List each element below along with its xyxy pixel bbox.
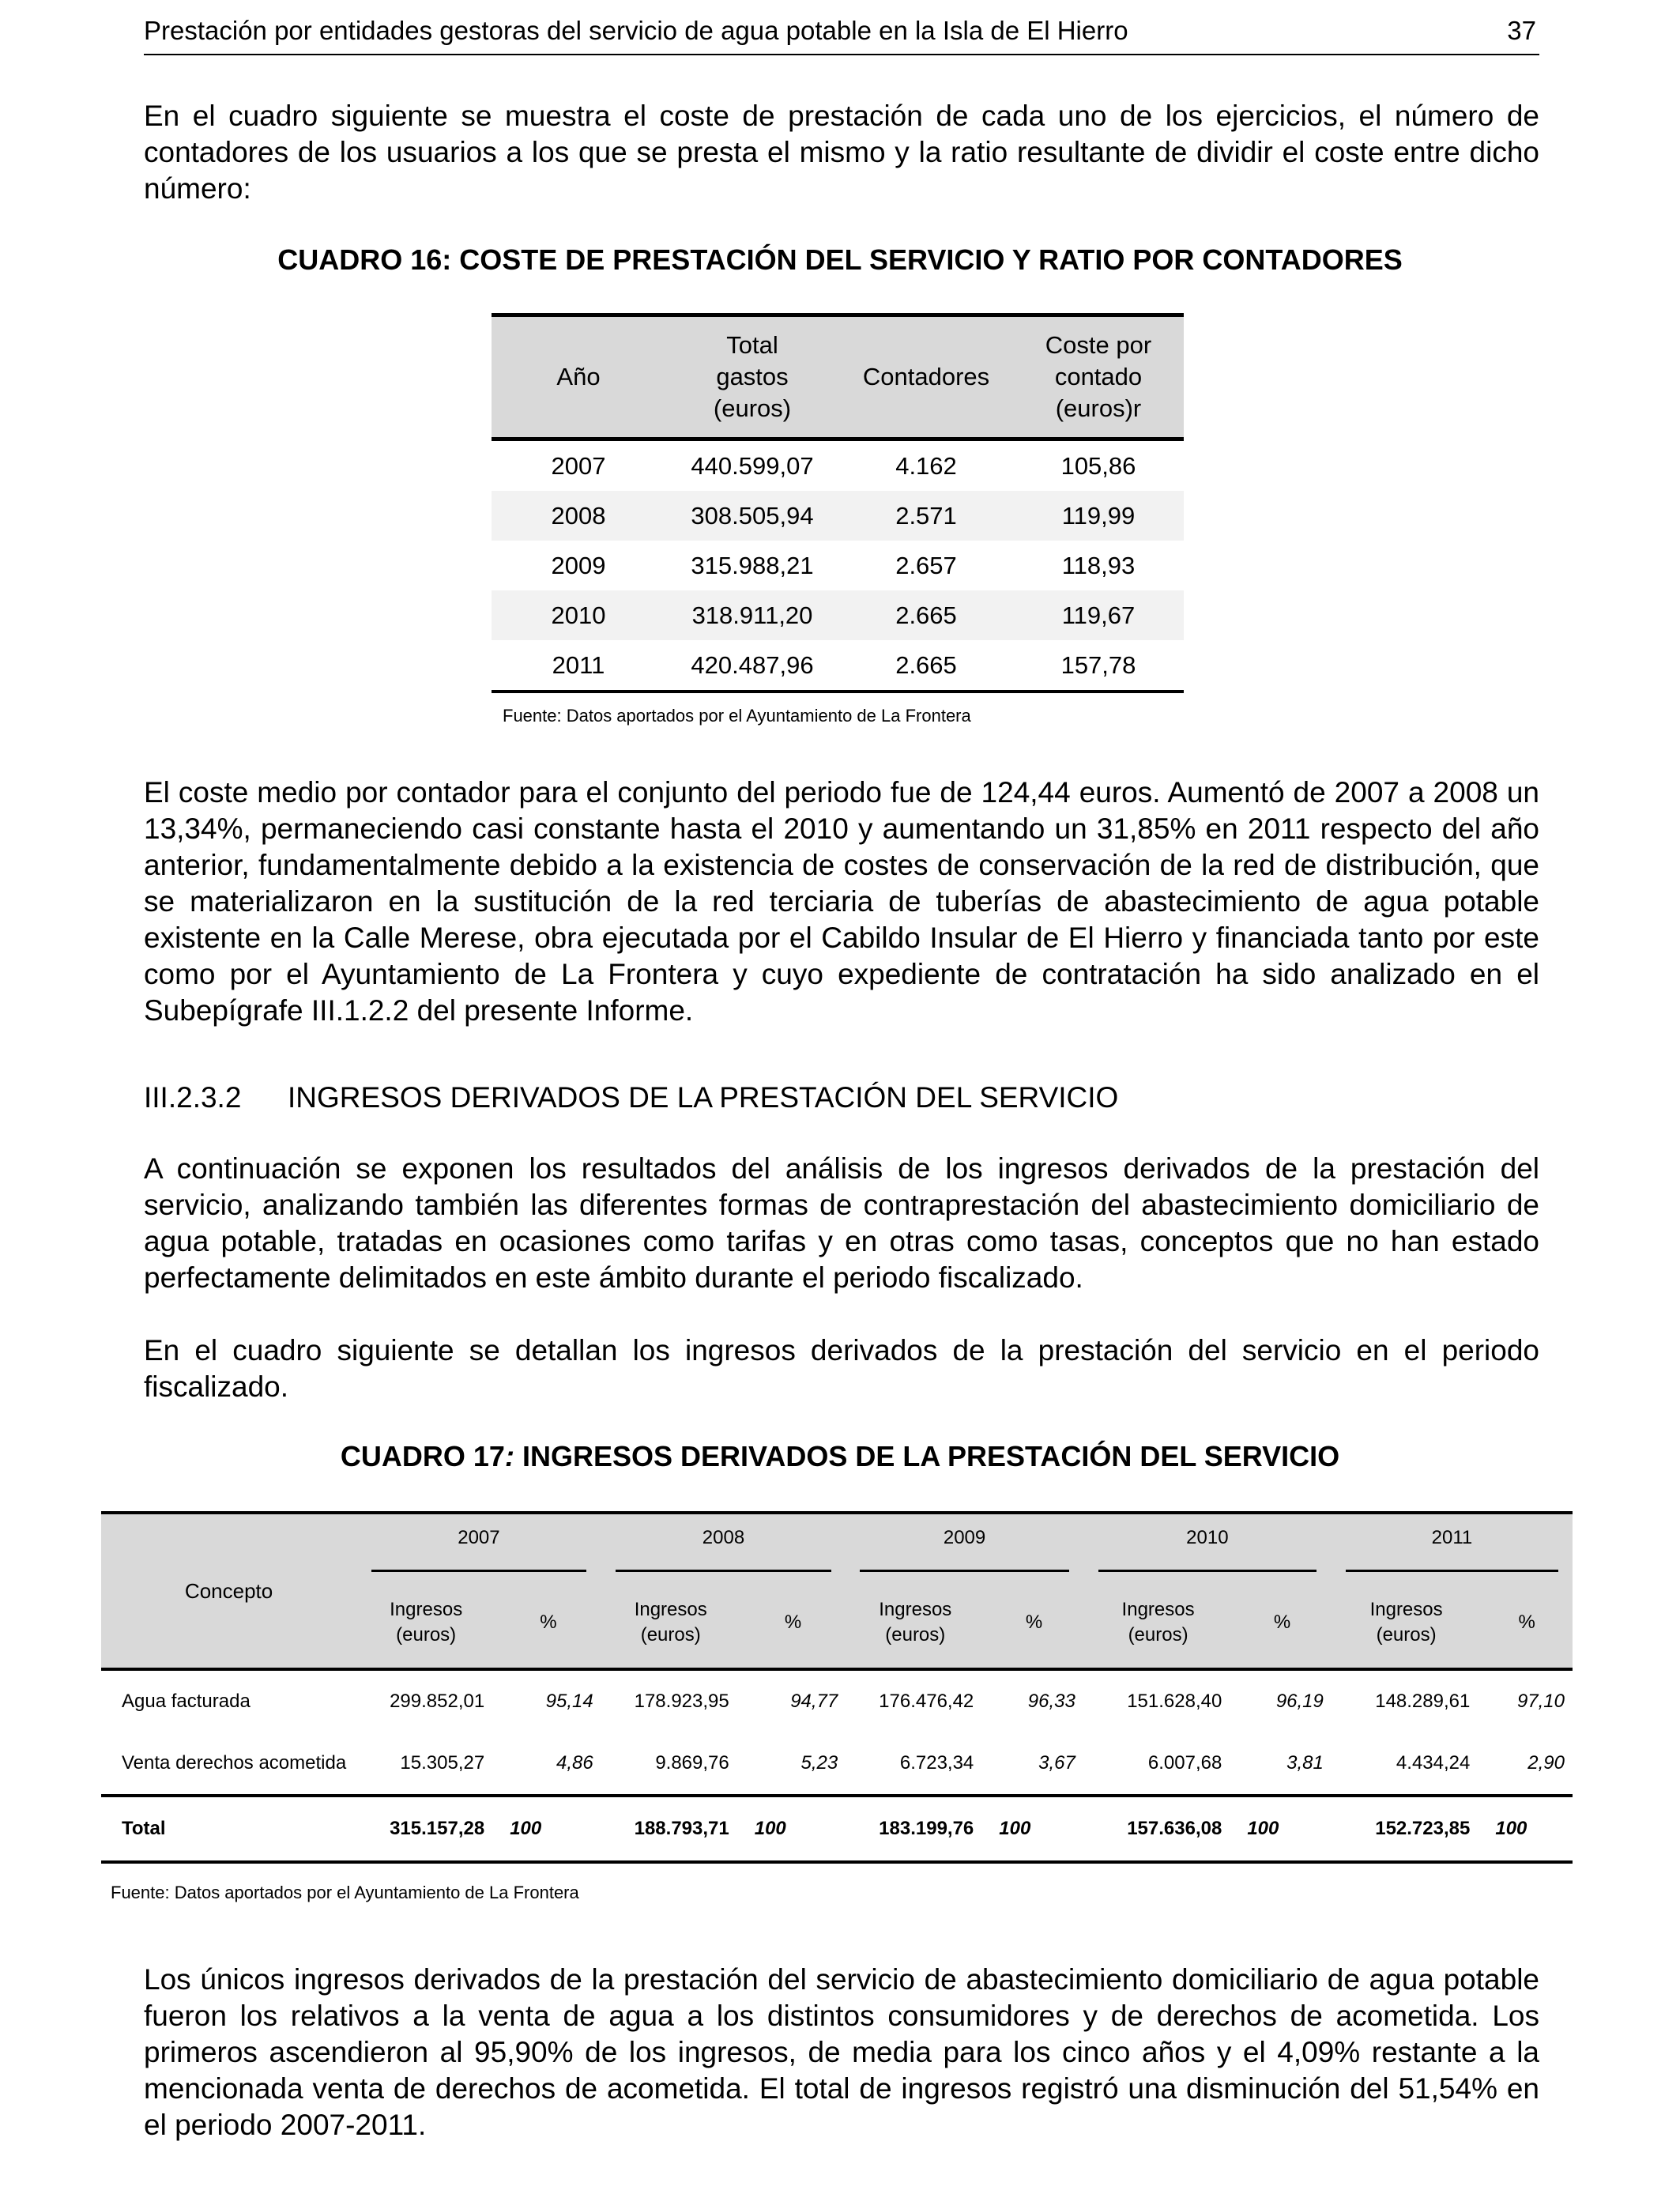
cell-ingresos: 9.869,76 [655,1752,729,1774]
cell-total-gastos: 308.505,94 [665,491,839,541]
cell-coste: 105,86 [1060,451,1136,480]
row-label: Agua facturada [122,1691,250,1712]
col-header-total-gastos: Total gastos (euros) [665,315,839,439]
col-header-coste: Coste por contado (euros)r [1013,315,1184,439]
section-title: INGRESOS DERIVADOS DE LA PRESTACIÓN DEL SERVICIO [288,1081,1119,1114]
subheader-ingresos: Ingresos (euros) [356,1578,495,1669]
subheader-pct: % [1481,1578,1573,1669]
cell-pct: 96,19 [1275,1691,1324,1712]
cell-year: 2011 [492,640,665,692]
cell-coste: 119,67 [1013,590,1184,640]
header-title: Prestación por entidades gestoras del servicio de agua potable en la Isla de El Hierro [144,16,1128,45]
cell-year: 2007 [551,451,606,480]
subheader-pct: % [495,1578,601,1669]
col-header-contadores: Contadores [839,315,1013,439]
cell-pct: 96,33 [1027,1691,1075,1712]
row-label: Venta derechos acometida [122,1752,347,1774]
col-header-2011: 2011 [1332,1513,1573,1578]
subheader-ingresos: Ingresos (euros) [846,1578,985,1669]
cell-ingresos: 6.007,68 [1147,1752,1222,1774]
cell-ingresos: 151.628,40 [1127,1691,1222,1712]
subheader-ingresos: Ingresos (euros) [1332,1578,1481,1669]
paragraph-coste-medio: El coste medio por contador para el conjunto del periodo fue de 124,44 euros. Aumentó de 2007 a 2008 un 13,34%, permaneciendo casi constante hasta el 2010 y aumentando un 31,85% en 2011 respecto del año anterior, fundamentalmente debido a la existencia de costes de conservación de la red de distribución, que se materializaron en la sustitución de la red terciaria de tuberías de abastecimiento de agua potable existente en la Calle Merese, obra ejecutada por el Cabildo Insular de El Hierro y financiada tanto por este como por el Ayuntamiento de La Frontera y cuyo expediente de contratación ha sido analizado en el Subepígrafe III.1.2.2 del presente Informe. [144,776,1539,1027]
cell-ingresos: 152.723,85 [1332,1796,1481,1862]
cuadro16-title: CUADRO 16: COSTE DE PRESTACIÓN DEL SERVICIO Y RATIO POR CONTADORES [277,243,1403,276]
section-number: III.2.3.2 [144,1081,242,1114]
cell-ingresos: 299.852,01 [390,1691,485,1712]
cell-ingresos: 188.793,71 [601,1796,740,1862]
paragraph-conclusion: Los únicos ingresos derivados de la prestación del servicio de abastecimiento domiciliario de agua potable fueron los relativos a la venta de agua a los distintos consumidores y de derechos de acometida. Los primeros ascendieron al 95,90% de los ingresos, de media para los cinco años y el 4,09% restante a la mencionada venta de derechos de acometida. El total de ingresos registró una disminución del 51,54% en el periodo 2007-2011. [144,1963,1539,2141]
row-label: Total [101,1796,356,1862]
cell-total-gastos: 318.911,20 [665,590,839,640]
paragraph-cuadro-siguiente: En el cuadro siguiente se detallan los ingresos derivados de la prestación del servicio en el periodo fiscalizado. [144,1334,1539,1403]
cell-coste: 119,99 [1013,491,1184,541]
subheader-ingresos: Ingresos (euros) [601,1578,740,1669]
cuadro16-source: Fuente: Datos aportados por el Ayuntamiento de La Frontera [503,706,971,726]
table-row-venta-derechos [101,1732,1573,1796]
table-row [492,541,1184,590]
cell-year: 2009 [551,551,606,579]
cell-ingresos: 15.305,27 [400,1752,485,1774]
intro-paragraph: En el cuadro siguiente se muestra el coste de prestación de cada uno de los ejercicios, el número de contadores de los usuarios a los que se presta el mismo y la ratio resultante de dividir el coste entre dicho número: [144,100,1539,205]
cell-pct: 100 [1481,1796,1573,1862]
cell-coste: 157,78 [1013,640,1184,692]
table-row-agua-facturada [101,1669,1573,1732]
table-row [492,439,1184,492]
cell-ingresos: 148.289,61 [1375,1691,1471,1712]
cell-pct: 95,14 [545,1691,593,1712]
col-header-2009: 2009 [846,1513,1083,1578]
page-number: 37 [1507,16,1536,45]
col-header-2007: 2007 [356,1513,601,1578]
cell-total-gastos: 315.988,21 [691,551,814,579]
cell-pct: 100 [740,1796,846,1862]
cell-coste: 118,93 [1061,551,1136,579]
cell-year: 2010 [492,590,665,640]
subheader-pct: % [1233,1578,1332,1669]
cuadro17-table [101,1511,1573,1864]
paragraph-analisis: A continuación se exponen los resultados del análisis de los ingresos derivados de la prestación del servicio, analizando también las diferentes formas de contraprestación del abastecimiento domiciliario de agua potable, tratadas en ocasiones como tarifas y en otras como tasas, conceptos que no han estado perfectamente delimitados en este ámbito durante el periodo fiscalizado. [144,1152,1539,1294]
cell-ingresos: 183.199,76 [846,1796,985,1862]
cuadro17-title: CUADRO 17: INGRESOS DERIVADOS DE LA PRESTACIÓN DEL SERVICIO [340,1440,1340,1472]
cell-pct: 100 [495,1796,601,1862]
cell-pct: 5,23 [800,1752,838,1774]
table-row [492,491,1184,541]
cell-pct: 4,86 [556,1752,593,1774]
cell-year: 2008 [492,491,665,541]
page-header [144,14,1539,55]
cuadro16-table [492,313,1184,693]
cell-pct: 100 [1233,1796,1332,1862]
cell-ingresos: 315.157,28 [356,1796,495,1862]
cell-ingresos: 4.434,24 [1396,1752,1471,1774]
col-header-2008: 2008 [601,1513,846,1578]
cell-pct: 3,81 [1286,1752,1324,1774]
section-heading [144,1081,1118,1114]
subheader-ingresos: Ingresos (euros) [1083,1578,1233,1669]
cell-contadores: 2.657 [895,551,957,579]
cell-pct: 100 [985,1796,1083,1862]
cuadro17-source: Fuente: Datos aportados por el Ayuntamiento de La Frontera [111,1883,579,1902]
cell-pct: 2,90 [1527,1752,1565,1774]
cell-total-gastos: 440.599,07 [691,451,814,480]
col-header-concepto: Concepto [101,1513,356,1669]
subheader-pct: % [985,1578,1083,1669]
cell-ingresos: 6.723,34 [899,1752,974,1774]
table-row [492,590,1184,640]
col-header-ano: Año [492,315,665,439]
cell-contadores: 2.665 [839,640,1013,692]
table-row [492,640,1184,692]
cell-contadores: 2.571 [839,491,1013,541]
subheader-pct: % [740,1578,846,1669]
cell-pct: 97,10 [1516,1691,1565,1712]
cell-ingresos: 178.923,95 [634,1691,729,1712]
cell-pct: 3,67 [1038,1752,1075,1774]
cell-pct: 94,77 [790,1691,838,1712]
cell-contadores: 4.162 [895,451,957,480]
col-header-2010: 2010 [1083,1513,1332,1578]
table-row-total [101,1796,1573,1862]
cell-ingresos: 157.636,08 [1083,1796,1233,1862]
cell-ingresos: 176.476,42 [879,1691,974,1712]
cell-contadores: 2.665 [839,590,1013,640]
cell-total-gastos: 420.487,96 [665,640,839,692]
